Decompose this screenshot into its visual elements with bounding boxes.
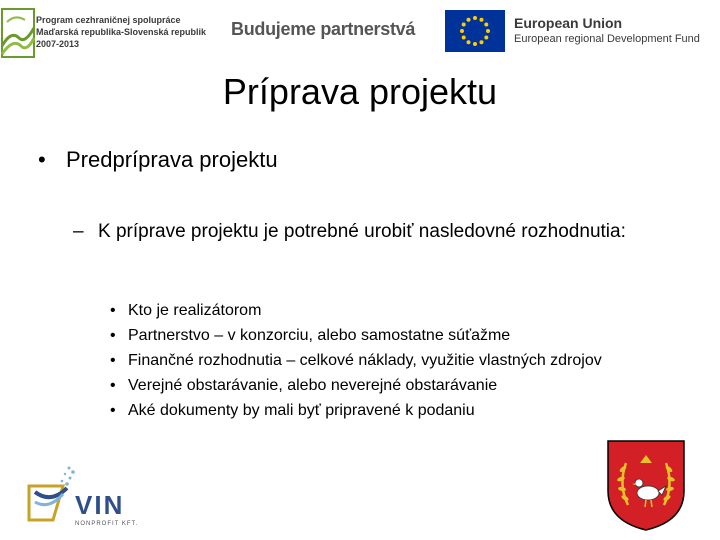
list-item — [110, 298, 710, 323]
program-line: Program cezhraničnej spolupráce — [36, 15, 181, 25]
list-item — [110, 323, 710, 348]
vin-logo — [25, 464, 145, 532]
list-item-text: Partnerstvo – v konzorciu, alebo samostatne súťažme — [128, 327, 511, 344]
bullet-mark: • — [110, 377, 116, 394]
dash-mark: – — [73, 221, 84, 242]
list-item-text: Finančné rozhodnutia – celkové náklady, využitie vlastných zdrojov — [128, 352, 602, 369]
list-item — [110, 398, 710, 423]
eu-subtitle: European regional Development Fund — [514, 33, 700, 45]
eu-label — [514, 14, 700, 46]
bullet-mark: • — [38, 147, 46, 172]
coat-of-arms-icon — [606, 439, 686, 532]
program-logo — [0, 8, 226, 58]
program-line: 2007-2013 — [36, 39, 80, 49]
eu-title: European Union — [514, 15, 623, 31]
bullet-mark: • — [110, 302, 116, 319]
list-item-text: Kto je realizátorom — [128, 302, 262, 319]
program-line: Maďarská republika-Slovenská republik — [36, 27, 207, 37]
program-name — [36, 14, 206, 50]
list-item-text: Aké dokumenty by mali byť pripravené k podaniu — [128, 402, 475, 419]
bullet-mark: • — [110, 352, 116, 369]
bullet-mark: • — [110, 402, 116, 419]
bullet-list-level3 — [110, 298, 710, 423]
vin-logo-subtext: NONPROFIT KFT. — [75, 521, 139, 527]
header-banner — [0, 0, 720, 64]
eu-flag-icon — [445, 10, 505, 52]
slide-title: Príprava projektu — [222, 71, 498, 112]
bullet-mark: • — [110, 327, 116, 344]
list-item — [110, 348, 710, 373]
bullet-text: K príprave projektu je potrebné urobiť nasledovné rozhodnutia: — [98, 221, 626, 242]
bullet-text: Predpríprava projektu — [66, 147, 278, 172]
list-item-text: Verejné obstarávanie, alebo neverejné obstarávanie — [128, 377, 498, 394]
program-emblem-icon — [1, 8, 35, 58]
vin-logo-text: VIN — [75, 490, 125, 520]
slogan: Budujeme partnerstvá — [231, 19, 416, 39]
list-item — [110, 373, 710, 398]
